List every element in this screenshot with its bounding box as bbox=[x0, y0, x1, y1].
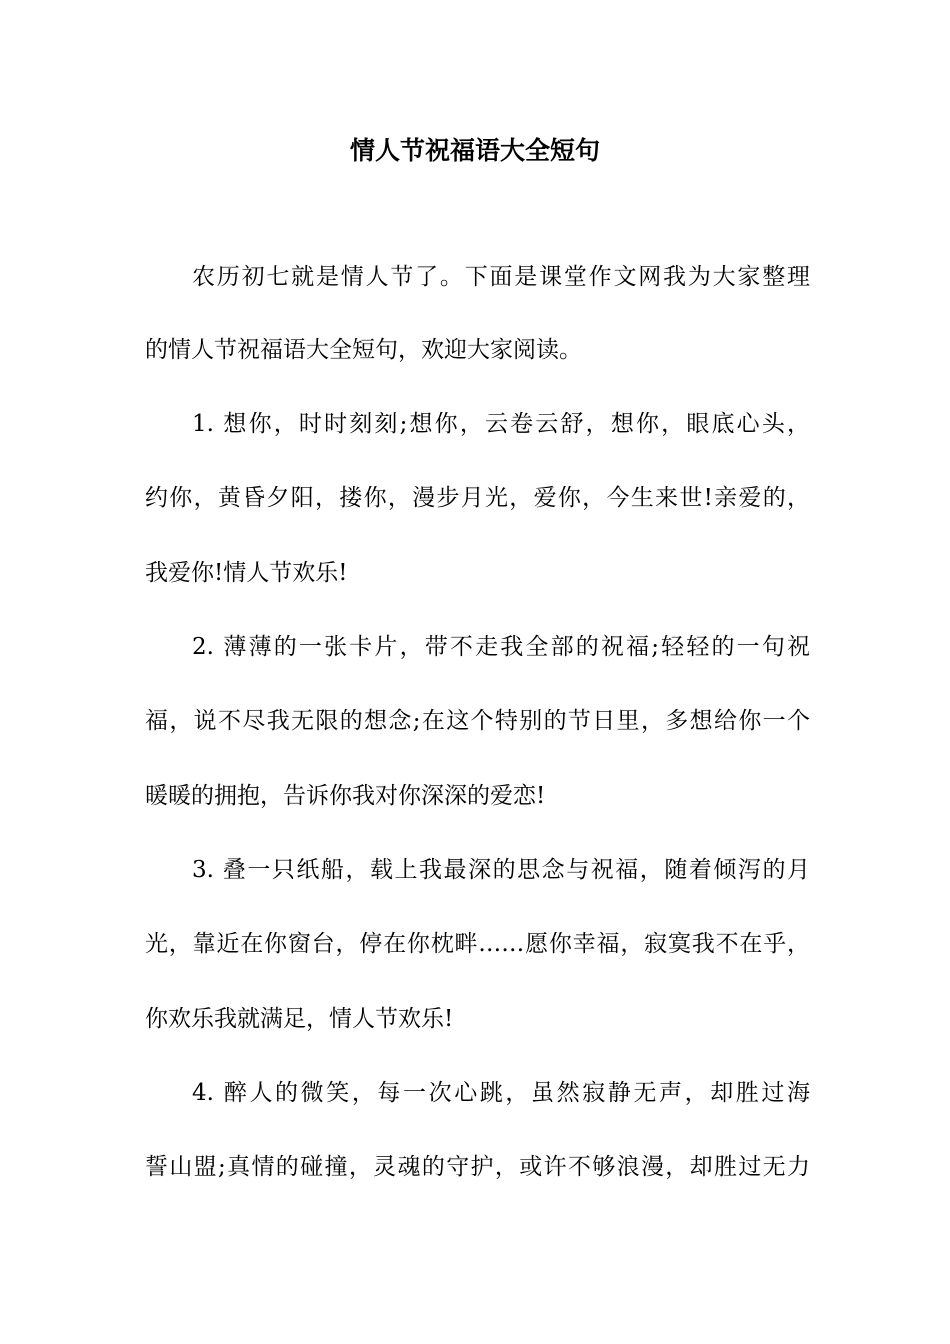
item-3-line-2: 光，靠近在你窗台，停在你枕畔……愿你幸福，寂寞我不在乎， bbox=[145, 931, 810, 957]
item-2-line-1: 2. 薄薄的一张卡片，带不走我全部的祝福;轻轻的一句祝 bbox=[192, 634, 810, 660]
item-2-line-2: 福，说不尽我无限的想念;在这个特别的节日里，多想给你一个 bbox=[145, 708, 810, 734]
item-2-line-3: 暖暖的拥抱，告诉你我对你深深的爱恋! bbox=[145, 783, 546, 809]
item-4-line-2: 誓山盟;真情的碰撞，灵魂的守护，或许不够浪漫，却胜过无力 bbox=[145, 1154, 810, 1180]
item-3-line-1: 3. 叠一只纸船，载上我最深的思念与祝福，随着倾泻的月 bbox=[192, 857, 810, 883]
item-1-line-3: 我爱你!情人节欢乐! bbox=[145, 560, 348, 586]
document-title: 情人节祝福语大全短句 bbox=[349, 136, 600, 165]
intro-line-1: 农历初七就是情人节了。下面是课堂作文网我为大家整理 bbox=[192, 264, 810, 290]
item-1-line-1: 1. 想你，时时刻刻;想你，云卷云舒，想你，眼底心头， bbox=[192, 411, 810, 437]
item-1-line-2: 约你，黄昏夕阳，搂你，漫步月光，爱你，今生来世!亲爱的， bbox=[145, 485, 810, 511]
item-3-line-3: 你欢乐我就满足，情人节欢乐! bbox=[145, 1006, 454, 1032]
item-4-line-1: 4. 醉人的微笑，每一次心跳，虽然寂静无声，却胜过海 bbox=[192, 1080, 810, 1106]
intro-line-2: 的情人节祝福语大全短句，欢迎大家阅读。 bbox=[145, 337, 582, 363]
